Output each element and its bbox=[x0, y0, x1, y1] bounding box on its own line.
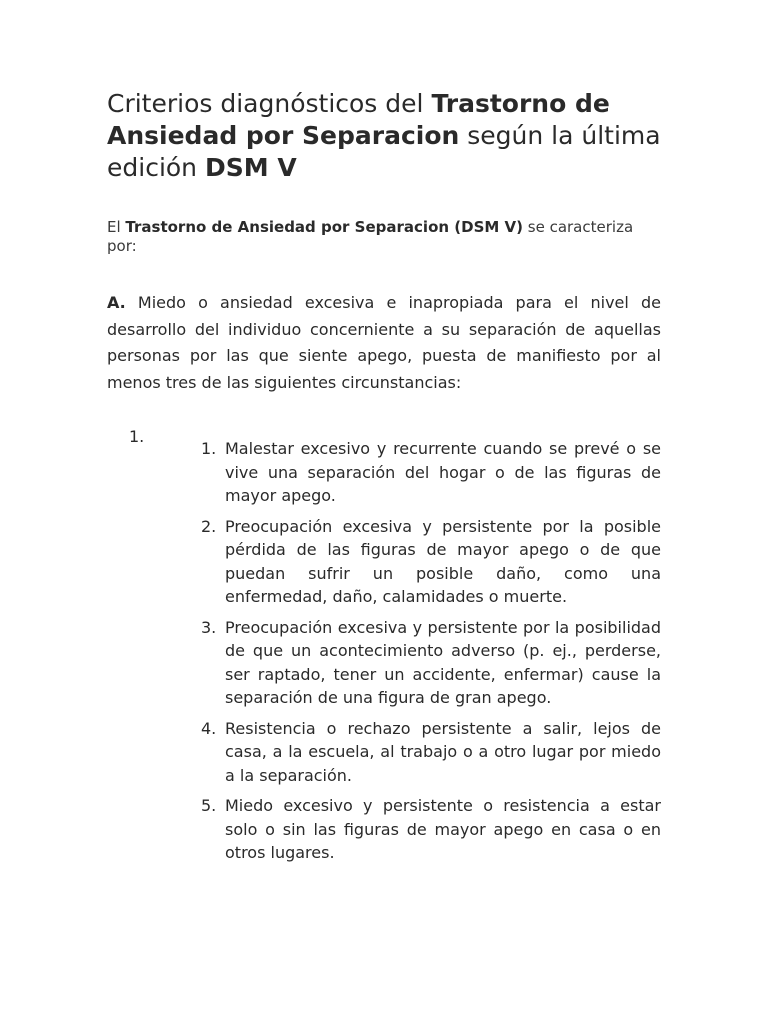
intro-paragraph bbox=[107, 218, 661, 256]
criterion-a-paragraph bbox=[107, 290, 661, 396]
list-item-text: Preocupación excesiva y persistente por la posible pérdida de las figuras de mayor apego o de que puedan sufrir un posible daño, como una enfermedad, daño, calamidades o muerte. bbox=[225, 516, 661, 606]
criterion-a-label: A. bbox=[107, 293, 126, 312]
list-item-text: Resistencia o rechazo persistente a salir, lejos de casa, a la escuela, al trabajo o a otro lugar por miedo a la separación. bbox=[225, 718, 661, 785]
outer-list-item bbox=[107, 425, 661, 862]
list-item-number: 1. bbox=[201, 439, 217, 458]
intro-prefix: El bbox=[107, 218, 126, 236]
page-title bbox=[107, 88, 661, 184]
list-item-number: 3. bbox=[201, 617, 217, 637]
outer-list-number: 1. bbox=[129, 427, 145, 446]
criterion-a-text: Miedo o ansiedad excesiva e inapropiada para el nivel de desarrollo del individuo concerniente a su separación de aquellas personas por las que siente apego, puesta de manifiesto por al menos tres de las siguientes circunstancias: bbox=[107, 293, 661, 392]
title-part-2: Trastorno de Ansiedad por Separacion bbox=[107, 89, 610, 150]
list-item-text: Malestar excesivo y recurrente cuando se prevé o se vive una separación del hogar o de las figuras de mayor apego. bbox=[225, 439, 661, 505]
list-item-number: 4. bbox=[201, 718, 217, 738]
title-part-4: DSM V bbox=[204, 153, 297, 182]
outer-numbered-list bbox=[107, 425, 661, 862]
list-item bbox=[201, 515, 661, 609]
list-item bbox=[201, 437, 661, 508]
list-item bbox=[201, 616, 661, 710]
title-part-3: según la última edición bbox=[107, 121, 661, 182]
title-part-1: Criterios diagnósticos del bbox=[107, 89, 432, 118]
list-item-text: Preocupación excesiva y persistente por la posibilidad de que un acontecimiento adverso (p. ej., perderse, ser raptado, tener un accidente, enfermar) cause la separación de una figura de gran apego. bbox=[225, 617, 661, 707]
intro-suffix: se caracteriza por: bbox=[107, 218, 634, 255]
list-item bbox=[201, 794, 661, 865]
list-item-text: Miedo excesivo y persistente o resistencia a estar solo o sin las figuras de mayor apego en casa o en otros lugares. bbox=[225, 796, 661, 862]
list-item-number: 5. bbox=[201, 796, 217, 815]
list-item-number: 2. bbox=[201, 516, 217, 536]
intro-bold: Trastorno de Ansiedad por Separacion (DSM V) bbox=[125, 218, 523, 236]
document-page bbox=[107, 88, 661, 860]
list-item bbox=[201, 717, 661, 788]
circumstances-list bbox=[107, 437, 661, 865]
